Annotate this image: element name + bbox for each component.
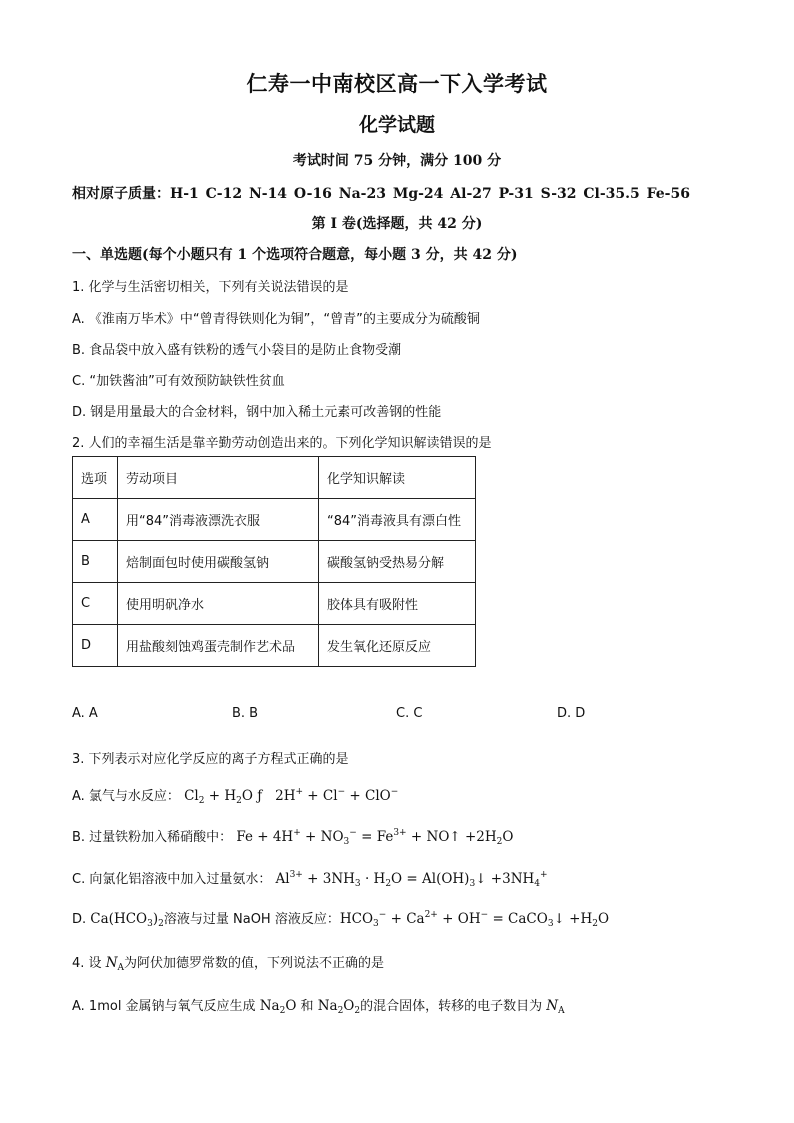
table-cell: 使用明矾净水 bbox=[118, 583, 319, 625]
volume-title: 第 I 卷(选择题，共 42 分) bbox=[311, 216, 483, 232]
q3-option-c bbox=[72, 868, 548, 889]
q4-a-text2: 和 bbox=[300, 999, 314, 1014]
q1-option-a: A. 《淮南万毕术》中“曾青得铁则化为铜”，“曾青”的主要成分为硫酸铜 bbox=[72, 312, 480, 327]
table-cell: A bbox=[73, 499, 118, 541]
q1-option-c: C. “加铁酱油”可有效预防缺铁性贫血 bbox=[72, 374, 285, 389]
q2-option-a: A. A bbox=[72, 706, 98, 721]
q4-a-text1: A. 1mol 金属钠与氧气反应生成 bbox=[72, 999, 256, 1014]
q3-d-label: D. bbox=[72, 912, 87, 927]
table-row bbox=[73, 499, 476, 541]
q2-stem: 2. 人们的幸福生活是靠辛勤劳动创造出来的。下列化学知识解读错误的是 bbox=[72, 436, 492, 451]
q1-option-d: D. 钢是用量最大的合金材料，钢中加入稀土元素可改善钢的性能 bbox=[72, 405, 442, 420]
equation-a: $Cl_2 + H_2O$ ƒ 2H+ + Cl− + ClO− bbox=[184, 787, 399, 806]
q4-option-a bbox=[72, 995, 565, 1016]
symbol-na: $N_A$ bbox=[546, 998, 565, 1016]
q3-option-b bbox=[72, 826, 513, 847]
q2-table bbox=[72, 456, 476, 667]
q4-a-text3: 的混合固体，转移的电子数目为 bbox=[360, 999, 543, 1014]
subject-title: 化学试题 bbox=[358, 114, 435, 136]
q3-b-label: B. 过量铁粉加入稀硝酸中： bbox=[72, 830, 233, 845]
table-cell: B bbox=[73, 541, 118, 583]
table-cell: C bbox=[73, 583, 118, 625]
table-cell: 用“84”消毒液漂洗衣服 bbox=[118, 499, 319, 541]
table-cell: “84”消毒液具有漂白性 bbox=[319, 499, 476, 541]
atomic-masses: 相对原子质量：H-1 C-12 N-14 O-16 Na-23 Mg-24 Al-27 P-31 S-32 Cl-35.5 Fe-56 bbox=[72, 186, 690, 202]
q1-option-b: B. 食品袋中放入盛有铁粉的透气小袋目的是防止食物受潮 bbox=[72, 343, 402, 358]
table-cell: D bbox=[73, 625, 118, 667]
q2-option-d: D. D bbox=[557, 706, 586, 721]
equation-c: $Al^{3+} + 3NH_3 \cdot H_2O$ = $Al(OH)_3↓ +3NH_4^+$ bbox=[275, 870, 548, 889]
table-cell: 发生氧化还原反应 bbox=[319, 625, 476, 667]
q3-option-d bbox=[72, 908, 609, 929]
q3-c-label: C. 向氯化铝溶液中加入过量氨水： bbox=[72, 872, 272, 887]
q3-a-label: A. 氯气与水反应： bbox=[72, 789, 180, 804]
q3-stem: 3. 下列表示对应化学反应的离子方程式正确的是 bbox=[72, 752, 349, 767]
formula-na2o2: $Na_2O_2$ bbox=[317, 998, 361, 1016]
table-header-cell: 选项 bbox=[73, 457, 118, 499]
formula-ca-hco3: $Ca(HCO_3)_2$ bbox=[90, 911, 164, 929]
equation-d: $HCO_3^- + Ca^{2+} + OH^-$ = CaCO$_3$↓ $+H_2O$ bbox=[339, 910, 610, 929]
q2-option-b: B. B bbox=[232, 706, 259, 721]
q2-option-c: C. C bbox=[396, 706, 423, 721]
table-cell: 焙制面包时使用碳酸氢钠 bbox=[118, 541, 319, 583]
section-heading: 一、单选题(每个小题只有 1 个选项符合题意，每小题 3 分，共 42 分) bbox=[72, 247, 518, 263]
q4-stem-prefix: 4. 设 bbox=[72, 956, 102, 971]
table-header-cell: 劳动项目 bbox=[118, 457, 319, 499]
table-header-cell: 化学知识解读 bbox=[319, 457, 476, 499]
table-row bbox=[73, 625, 476, 667]
exam-info: 考试时间 75 分钟，满分 100 分 bbox=[292, 153, 502, 169]
symbol-na: $N_A$ bbox=[105, 955, 124, 973]
table-row bbox=[73, 583, 476, 625]
table-cell: 胶体具有吸附性 bbox=[319, 583, 476, 625]
school-title: 仁寿一中南校区高一下入学考试 bbox=[246, 71, 548, 96]
q4-stem-suffix: 为阿伏加德罗常数的值，下列说法不正确的是 bbox=[124, 956, 385, 971]
table-row bbox=[73, 541, 476, 583]
q3-option-a bbox=[72, 785, 398, 806]
q1-stem: 1. 化学与生活密切相关，下列有关说法错误的是 bbox=[72, 280, 349, 295]
q4-stem bbox=[72, 952, 384, 973]
table-header-row bbox=[73, 457, 476, 499]
q3-d-mid: 溶液与过量 NaOH 溶液反应： bbox=[163, 912, 340, 927]
equation-b: $Fe + 4H^+ + NO_3^- = Fe^{3+}$ + NO↑ $+2H_2O$ bbox=[236, 828, 514, 847]
table-cell: 碳酸氢钠受热易分解 bbox=[319, 541, 476, 583]
table-cell: 用盐酸刻蚀鸡蛋壳制作艺术品 bbox=[118, 625, 319, 667]
formula-na2o: $Na_2O$ bbox=[259, 998, 297, 1016]
